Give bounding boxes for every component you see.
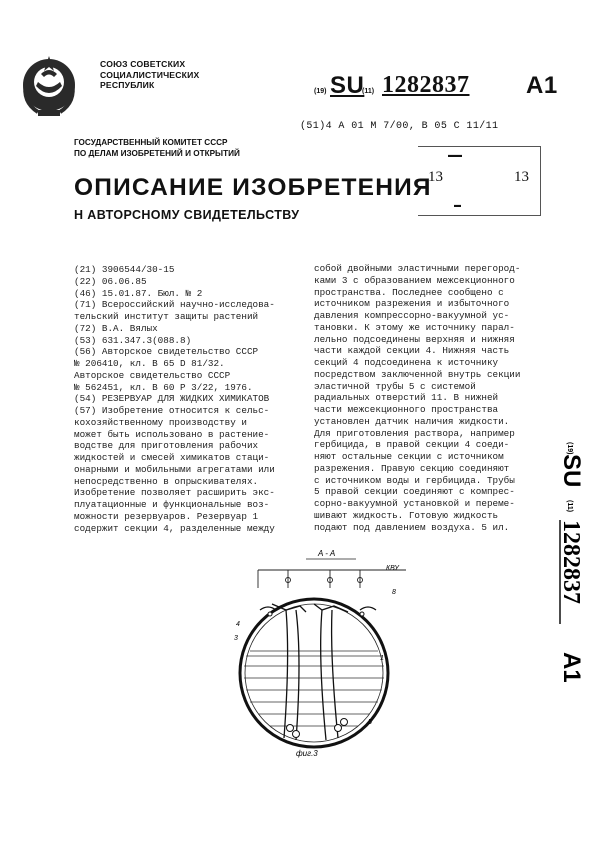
right-line: собой двойными эластичными перегород- [314,263,521,274]
label-1: 1 [380,655,384,662]
right-line: подают под давлением воздуха. 5 ил. [314,521,510,533]
code-11: (11) [362,88,375,95]
right-line: эластичной трубы 5 с системой [314,380,476,392]
kind-code: A1 [526,72,558,99]
right-column [314,263,520,533]
left-line: (21) 3906544/30-15 [74,264,175,275]
union-line-3: РЕСПУБЛИК [100,80,155,90]
tank-cross-section-figure [210,548,430,756]
stamp-left: 13 [428,169,443,185]
right-line: радиальных отверстий 11. В нижней [314,392,499,404]
right-line: секций 4 подсоединена к источнику [314,357,499,368]
committee-name [74,138,240,159]
label-4: 4 [236,621,240,628]
left-line: Авторское свидетельство СССР [74,369,231,381]
left-line: (54) РЕЗЕРВУАР ДЛЯ ЖИДКИХ ХИМИКАТОВ [74,393,270,405]
left-line: (53) 631.347.3(088.8) [74,334,192,346]
left-line: непосредственно в опрыскивателях. [74,475,259,487]
left-line: (71) Всероссийский научно-исследова- [74,299,275,311]
right-line: части межсекционного пространства [314,404,499,415]
committee-line-2: ПО ДЕЛАМ ИЗОБРЕТЕНИЙ И ОТКРЫТИЙ [74,148,240,158]
left-line: (57) Изобретение относится к сельс- [74,405,270,416]
right-line: тановки. К этому же источнику парал- [314,321,515,333]
ussr-emblem [16,52,82,120]
union-name [100,59,199,91]
elastic-partitions [260,604,376,740]
figure-caption: фиг.3 [296,749,318,758]
side-kind: A1 [558,652,585,683]
right-line: ками 3 с образованием межсекционного [314,274,515,286]
left-line: (56) Авторское свидетельство СССР [74,346,259,358]
left-line: тельский институт защиты растений [74,311,259,322]
section-label: A - A [318,549,336,558]
side-country: SU [558,454,585,488]
left-line: можности резервуаров. Резервуар 1 [74,510,259,522]
left-line: (72) В.А. Вялых [74,322,158,334]
side-code-11: (11) [566,500,573,513]
left-line: содержит секции 4, разделенные между [74,522,275,534]
code-19: (19) [314,88,327,95]
right-line: части каждой секции 4. Нижняя часть [314,345,510,357]
right-line: разрежения. Правую секцию соединяют [314,462,510,474]
patent-number: 1282837 [382,72,470,98]
committee-line-1: ГОСУДАРСТВЕННЫЙ КОМИТЕТ СССР [74,138,228,147]
ipc-classification: (51)4 A 01 M 7/00, B 05 C 11/11 [300,121,499,132]
left-line: онарными и мобильными агрегатами или [74,463,275,475]
label-8: 8 [392,589,396,596]
right-line: с источником воды и гербицида. Трубы [314,474,515,486]
left-line: кохозяйственному производству и [74,416,247,428]
left-column [74,264,275,534]
left-line: (22) 06.06.85 [74,275,147,287]
label-3: 3 [234,635,238,642]
left-line: может быть использовано в растение- [74,428,270,440]
kvu-label: КВУ [386,565,399,572]
side-patent-number [548,442,585,702]
right-line: посредством заключенной внутрь секции [314,368,521,380]
right-line: няют остальные секции с источником [314,451,504,462]
stamp-right: 13 [514,169,529,185]
left-line: № 206410, кл. B 65 D 81/32. [74,358,225,369]
left-line: (46) 15.01.87. Бюл. № 2 [74,287,203,299]
document-title: ОПИСАНИЕ ИЗОБРЕТЕНИЯ [74,174,432,201]
right-line: установлен датчик наличия жидкости. [314,415,510,427]
right-line: источником разрежения и избыточного [314,298,510,310]
label-5: 5 [368,719,372,726]
side-number: 1282837 [558,520,584,604]
left-line: водстве для приготовления рабочих [74,440,259,452]
left-line: № 562451, кл. B 60 P 3/22, 1976. [74,381,253,393]
right-line: пространства. Последнее сообщено с [314,286,504,298]
union-line-2: СОЦИАЛИСТИЧЕСКИХ [100,69,200,80]
right-line: гербицида, в правой секции 4 соеди- [314,439,510,451]
left-line: жидкостей и смесей химикатов стаци- [74,452,270,463]
right-line: шивают жидкость. Готовую жидкость [314,509,499,521]
right-line: 5 правой секции соединяют с компрес- [314,486,515,498]
country-code: SU [330,72,365,99]
right-line: сорно-вакуумной установкой и переме- [314,498,515,509]
left-line: плуатационные и функциональные воз- [74,499,270,510]
side-code-19: (19) [566,442,573,455]
right-line: Для приготовления раствора, например [314,427,515,439]
document-subtitle: Н АВТОРСНОМУ СВИДЕТЕЛЬСТВУ [74,208,300,222]
left-line: Изобретение позволяет расширить экс- [74,487,275,499]
right-line: лельно подсоединены верхняя и нижняя [314,333,515,345]
right-line: давления компрессорно-вакуумной ус- [314,310,510,321]
tank-shell [240,599,388,747]
union-line-1: СОЮЗ СОВЕТСКИХ [100,59,186,69]
library-stamp: ▬▬ 13 13 ▬ [418,146,541,216]
publication-number [300,74,580,100]
